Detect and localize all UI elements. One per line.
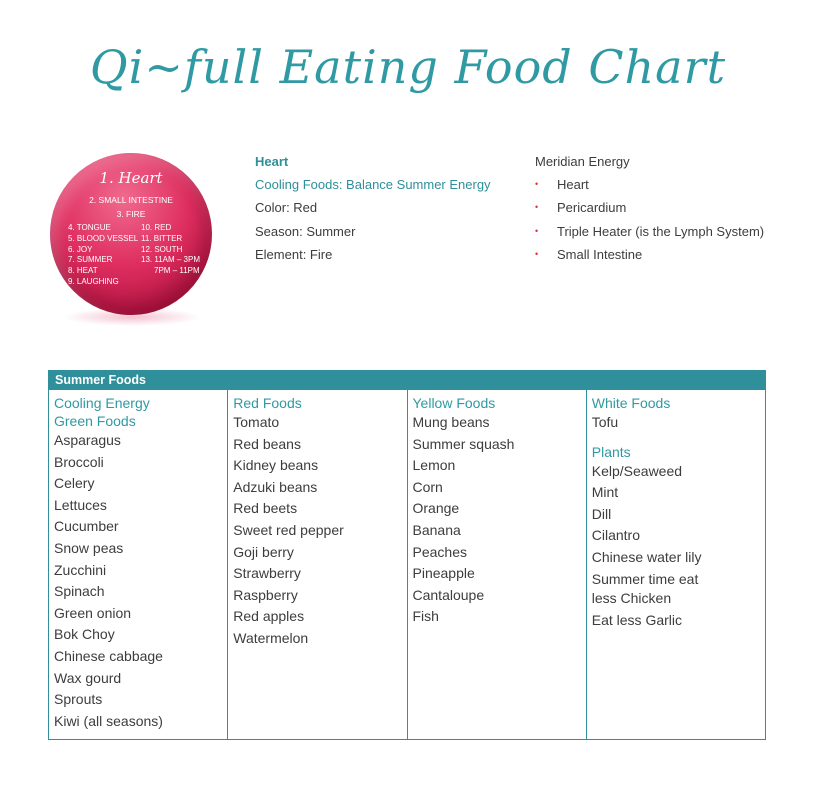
food-item: Mint — [591, 484, 619, 501]
column-heading-cooling: Cooling Energy — [54, 395, 150, 411]
food-item: Pineapple — [412, 565, 475, 582]
info-element: Element: Fire — [255, 246, 333, 262]
heart-orb — [50, 153, 212, 315]
food-item: Cucumber — [54, 518, 119, 535]
food-item: Red beans — [233, 435, 301, 452]
food-item: Wax gourd — [54, 669, 122, 686]
orb-left-list — [68, 223, 138, 288]
meridian-title: Meridian Energy — [535, 154, 630, 169]
food-item: Red apples — [233, 608, 305, 625]
food-item: Cantaloupe — [412, 586, 485, 603]
column-yellow-foods — [408, 390, 587, 739]
food-item: Celery — [54, 475, 95, 492]
food-item: Snow peas — [54, 539, 124, 556]
column-green-foods — [49, 390, 228, 739]
bullet-icon: • — [535, 225, 539, 236]
food-item: Strawberry — [233, 565, 301, 582]
meridian-item: • Small Intestine — [535, 243, 764, 266]
column-red-foods — [228, 390, 407, 739]
summer-foods-table — [48, 370, 766, 740]
orb-left-item: 8. HEAT — [68, 266, 98, 276]
food-item: Kiwi (all seasons) — [54, 712, 163, 729]
info-heading: Heart — [255, 154, 289, 169]
food-item: Lemon — [412, 457, 456, 474]
orb-left-item: 7. SUMMER — [68, 255, 113, 265]
food-item: Corn — [412, 478, 443, 495]
food-item: Summer squash — [412, 435, 515, 452]
food-item: Banana — [412, 521, 461, 538]
meridian-item: • Heart — [535, 173, 764, 196]
food-item: Goji berry — [233, 543, 294, 560]
food-item: Broccoli — [54, 453, 104, 470]
food-item: Green onion — [54, 604, 132, 621]
food-item: Spinach — [54, 583, 105, 600]
food-item-line: less Chicken — [591, 589, 672, 606]
orb-right-item: 12. SOUTH — [141, 244, 183, 254]
food-item: Lettuces — [54, 496, 107, 513]
food-item: Eat less Garlic — [591, 611, 682, 628]
info-season: Season: Summer — [255, 223, 356, 239]
meridian-item: • Triple Heater (is the Lymph System) — [535, 220, 764, 243]
column-white-foods — [587, 390, 765, 739]
bullet-icon: • — [535, 248, 539, 259]
orb-left-item: 9. LAUGHING — [68, 276, 119, 286]
food-item: Chinese cabbage — [54, 647, 163, 664]
food-item: Asparagus — [54, 432, 121, 448]
food-item: Chinese water lily — [591, 548, 702, 565]
food-item: Mung beans — [412, 414, 490, 430]
food-item: Watermelon — [233, 629, 309, 646]
orb-right-item: 10. RED — [141, 223, 172, 232]
food-item: Dill — [591, 505, 612, 522]
heart-info — [255, 150, 491, 266]
column-heading-red: Red Foods — [233, 395, 302, 411]
food-item: Orange — [412, 500, 460, 517]
meridian-item: • Pericardium — [535, 196, 764, 219]
orb-left-item: 5. BLOOD VESSEL — [68, 233, 139, 243]
food-item: Kelp/Seaweed — [591, 462, 683, 479]
food-item: Sprouts — [54, 691, 103, 708]
orb-line-fire: 3. FIRE — [116, 209, 146, 219]
meridian-energy — [535, 150, 764, 266]
column-heading-green: Green Foods — [54, 413, 136, 429]
food-item: Zucchini — [54, 561, 107, 578]
food-item: Kidney beans — [233, 457, 319, 474]
food-item-line: Summer time eat — [591, 570, 699, 587]
table-columns — [49, 390, 765, 739]
food-item-wrapped — [592, 570, 765, 608]
food-item: Bok Choy — [54, 626, 115, 643]
orb-left-item: 4. TONGUE — [68, 223, 111, 232]
orb-right-item: 13. 11AM – 3PM — [141, 255, 200, 265]
food-item: Raspberry — [233, 586, 298, 603]
food-item: Adzuki beans — [233, 478, 318, 495]
food-item: Peaches — [412, 543, 467, 560]
orb-title: 1. Heart — [99, 169, 163, 187]
column-heading-yellow: Yellow Foods — [412, 395, 496, 411]
orb-left-item: 6. JOY — [68, 244, 93, 254]
bullet-icon: • — [535, 179, 539, 190]
column-heading-white: White Foods — [591, 395, 671, 411]
column-heading-plants: Plants — [591, 443, 631, 460]
food-item: Cilantro — [591, 527, 640, 544]
food-item: Sweet red pepper — [233, 521, 344, 538]
meridian-list — [535, 173, 764, 266]
orb-right-list — [141, 223, 200, 277]
page-title: Qi~full Eating Food Chart — [89, 40, 727, 94]
orb-right-item: 11. BITTER — [141, 233, 183, 243]
info-cooling: Cooling Foods: Balance Summer Energy — [255, 177, 491, 193]
orb-right-item: 7PM – 11PM — [154, 266, 200, 276]
orb-line-small-intestine: 2. SMALL INTESTINE — [89, 195, 173, 205]
food-item: Tofu — [591, 414, 619, 430]
food-item: Fish — [412, 608, 439, 625]
bullet-icon: • — [535, 202, 539, 213]
info-color: Color: Red — [255, 200, 318, 216]
food-item: Tomato — [233, 414, 280, 430]
table-header: Summer Foods — [49, 371, 765, 390]
food-item: Red beets — [233, 500, 298, 517]
